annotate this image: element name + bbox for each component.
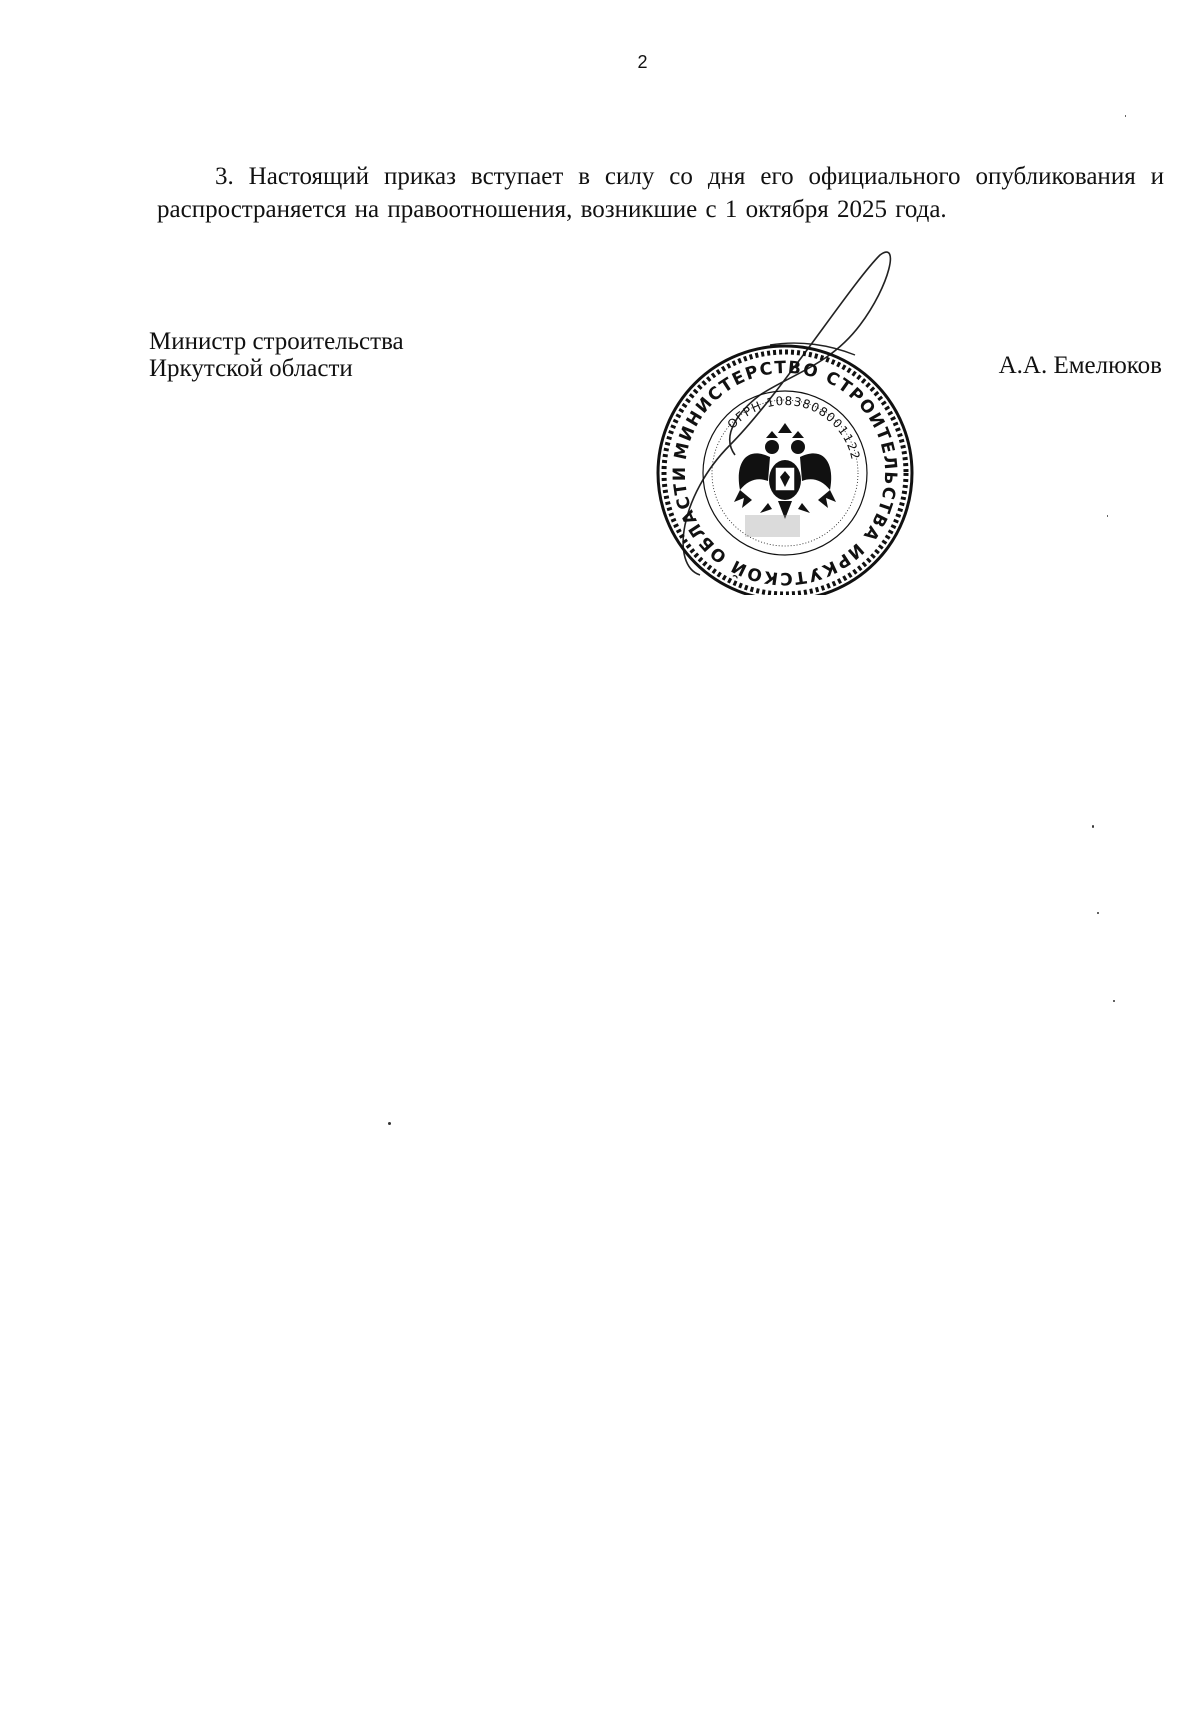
scan-speck	[1092, 825, 1094, 828]
signatory-name: А.А. Емелюков	[998, 352, 1162, 379]
scan-speck	[1107, 515, 1108, 517]
official-seal-stamp	[640, 245, 930, 595]
scan-speck	[1097, 912, 1099, 914]
scan-speck	[1113, 1000, 1115, 1002]
signatory-title-line-1: Министр строительства	[149, 328, 404, 355]
page-number: 2	[637, 52, 648, 72]
coat-of-arms-icon	[734, 423, 836, 519]
signatory-title	[149, 328, 404, 382]
seal-inner-text: ОГРН 1083808001122	[724, 393, 863, 462]
scan-speck	[1125, 115, 1126, 117]
order-paragraph: 3. Настоящий приказ вступает в силу со дня его официального опубликования и распространяется на правоотношения, возникшие с 1 октября 2025 года.	[157, 163, 1164, 223]
seal-outer-text: МИНИСТЕРСТВО СТРОИТЕЛЬСТВА ИРКУТСКОЙ ОБЛАСТИ	[669, 357, 901, 589]
scan-speck	[388, 1122, 391, 1125]
signatory-title-line-2: Иркутской области	[149, 355, 353, 382]
